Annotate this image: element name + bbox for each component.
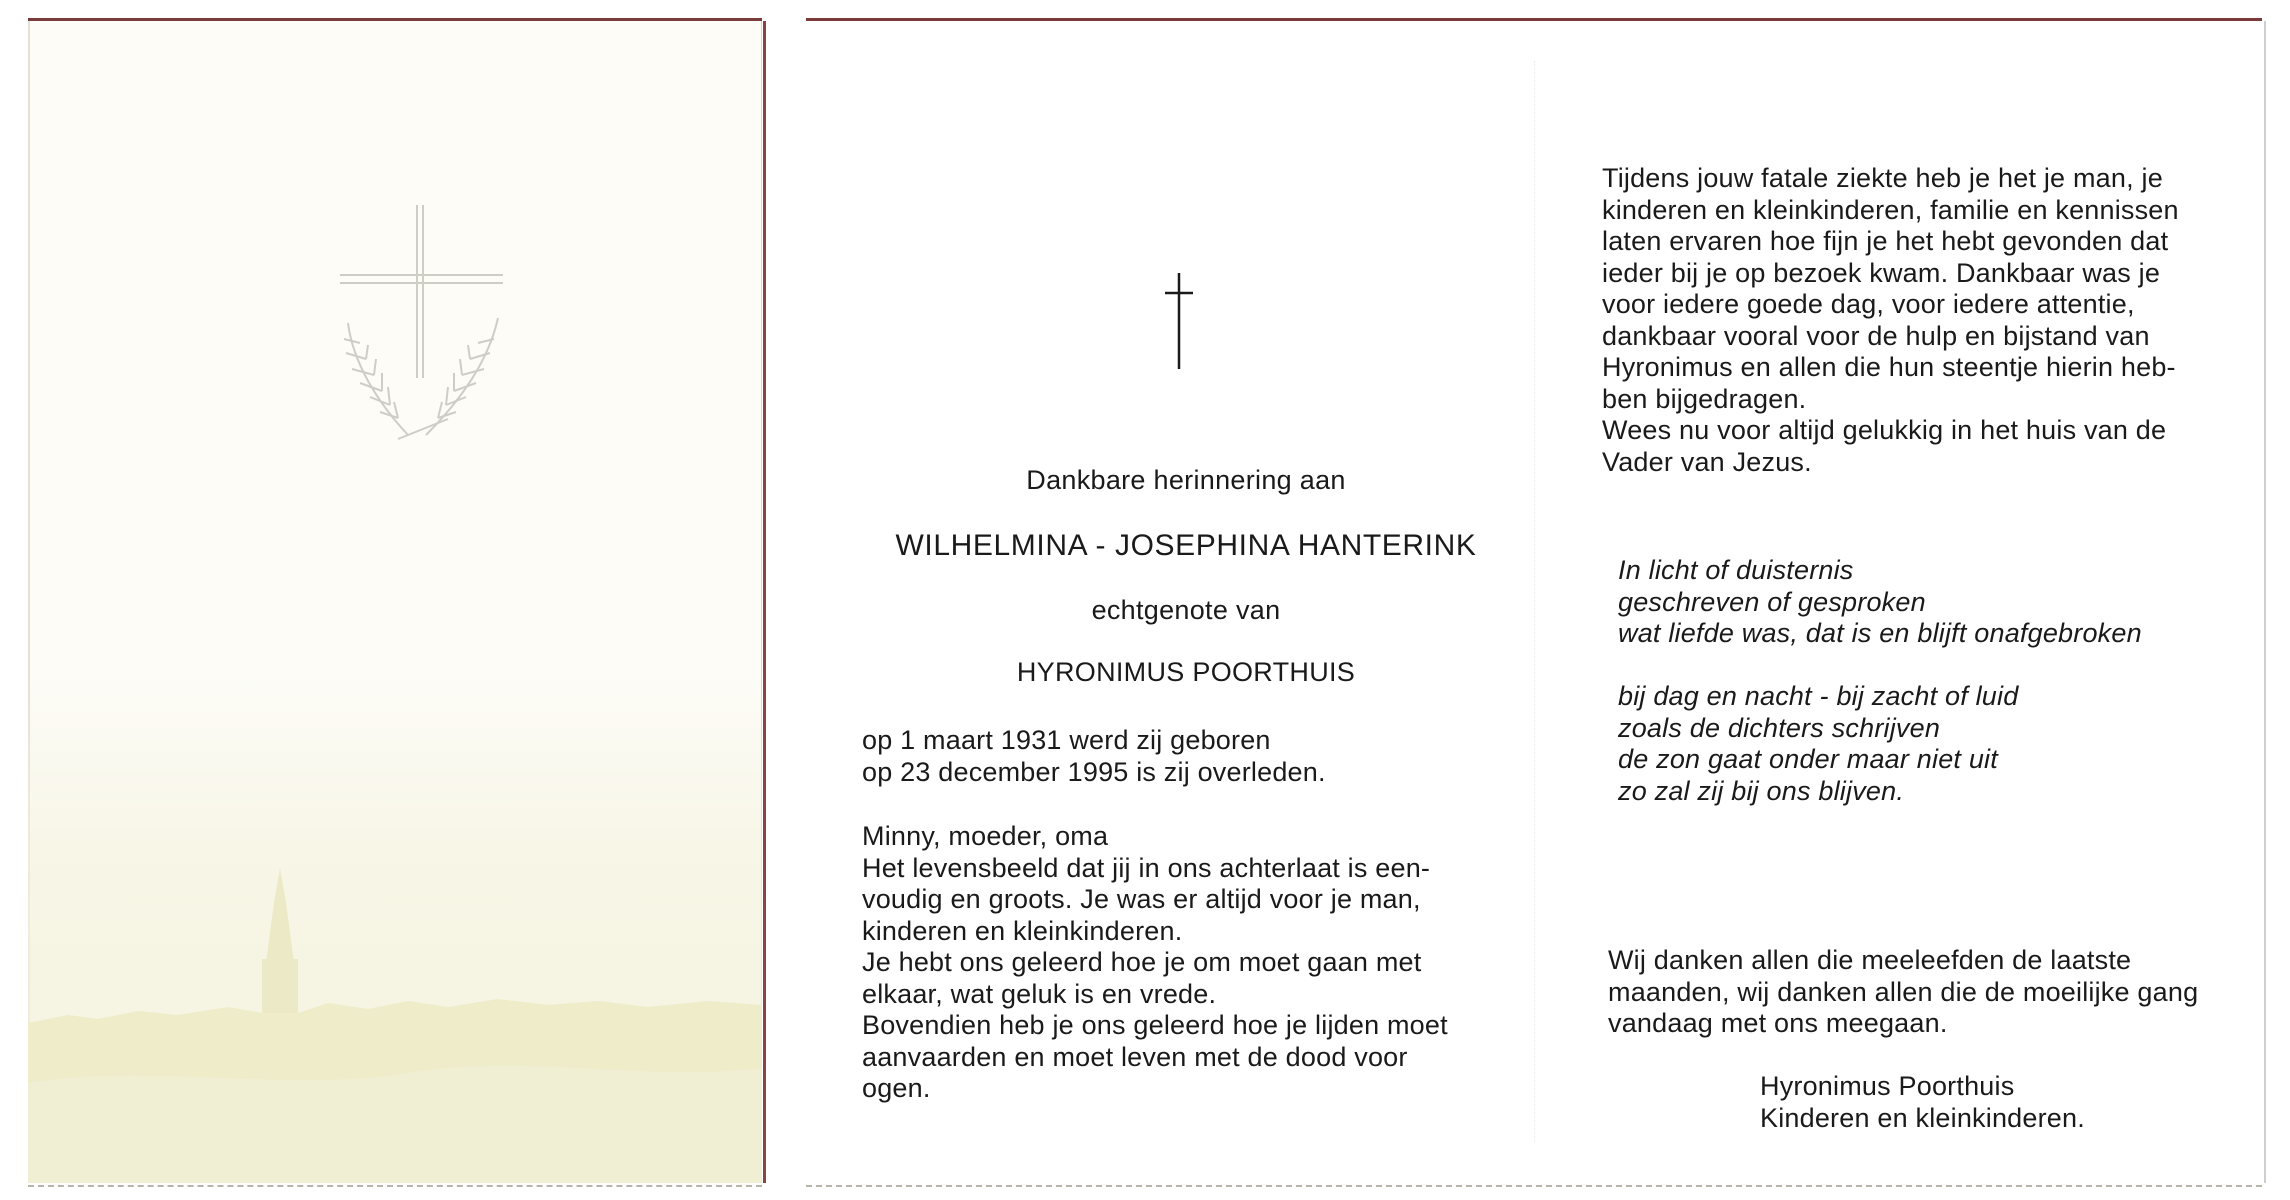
thanks-block	[1608, 945, 2198, 1040]
poem-line: bij dag en nacht - bij zacht of luid	[1618, 681, 2019, 711]
tribute-line: voudig en groots. Je was er altijd voor je man,	[862, 884, 1421, 914]
signature-line: Kinderen en kleinkinderen.	[1760, 1102, 2085, 1133]
birth-line: op 1 maart 1931 werd zij geboren	[862, 725, 1271, 755]
tribute-block	[862, 821, 1502, 1105]
message-block	[1602, 163, 2179, 478]
tribute-line: Minny, moeder, oma	[862, 821, 1109, 851]
message-line: ieder bij je op bezoek kwam. Dankbaar was je	[1602, 257, 2161, 288]
tribute-line: elkaar, wat geluk is en vrede.	[862, 978, 1217, 1009]
message-line: dankbaar vooral voor de hulp en bijstand van	[1602, 320, 2150, 351]
tribute-line: aanvaarden en moet leven met de dood voor	[862, 1041, 1408, 1072]
card-edge	[2264, 21, 2266, 1183]
signature-line: Hyronimus Poorthuis	[1760, 1071, 2015, 1101]
inside-spread	[806, 18, 2262, 1183]
tribute-line: kinderen en kleinkinderen.	[862, 915, 1183, 946]
cross-with-palm-branches-icon	[338, 203, 508, 443]
poem-line: geschreven of gesproken	[1618, 586, 1926, 617]
card-edge	[763, 21, 766, 1183]
cross-icon	[1161, 273, 1197, 369]
message-line: Wees nu voor altijd gelukkig in het huis van de	[1602, 415, 2167, 445]
tribute-line: ogen.	[862, 1073, 931, 1103]
tribute-line: Het levensbeeld dat jij in ons achterlaat is een-	[862, 852, 1431, 883]
message-line: laten ervaren hoe fijn je het hebt gevonden dat	[1602, 226, 2169, 256]
thanks-line: vandaag met ons meegaan.	[1608, 1008, 1948, 1038]
tribute-line: Je hebt ons geleerd hoe je om moet gaan met	[862, 947, 1422, 977]
thanks-line: Wij danken allen die meeleefden de laatste	[1608, 945, 2132, 975]
poem-line: de zon gaat onder maar niet uit	[1618, 744, 1998, 774]
thanks-line: maanden, wij danken allen die de moeilijke gang	[1608, 976, 2199, 1007]
deceased-name: WILHELMINA - JOSEPHINA HANTERINK	[895, 529, 1477, 562]
signature-block	[1760, 1071, 2085, 1134]
front-cover	[28, 18, 762, 1183]
message-line: Hyronimus en allen die hun steentje hierin heb-	[1602, 352, 2176, 382]
poem-line: wat liefde was, dat is en blijft onafgebroken	[1618, 618, 2142, 648]
relation-line: echtgenote van	[1091, 595, 1281, 625]
message-line: kinderen en kleinkinderen, familie en kennissen	[1602, 194, 2179, 225]
village-silhouette-illustration	[28, 663, 762, 1183]
poem-stanza-2	[1618, 681, 2018, 807]
message-line: Vader van Jezus.	[1602, 446, 1812, 477]
poem-line: zo zal zij bij ons blijven.	[1618, 775, 1905, 806]
poem-line: In licht of duisternis	[1618, 555, 1854, 585]
death-line: op 23 december 1995 is zij overleden.	[862, 756, 1326, 787]
dates-block	[862, 725, 1502, 788]
message-line: Tijdens jouw fatale ziekte heb je het je man, je	[1602, 163, 2163, 193]
poem-line: zoals de dichters schrijven	[1618, 712, 1941, 743]
tribute-line: Bovendien heb je ons geleerd hoe je lijden moet	[862, 1010, 1448, 1040]
spouse-name: HYRONIMUS POORTHUIS	[1016, 657, 1356, 687]
poem-stanza-1	[1618, 555, 2142, 650]
intro-line: Dankbare herinnering aan	[1026, 465, 1346, 495]
message-line: ben bijgedragen.	[1602, 383, 1807, 414]
message-line: voor iedere goede dag, voor iedere attentie,	[1602, 289, 2135, 319]
